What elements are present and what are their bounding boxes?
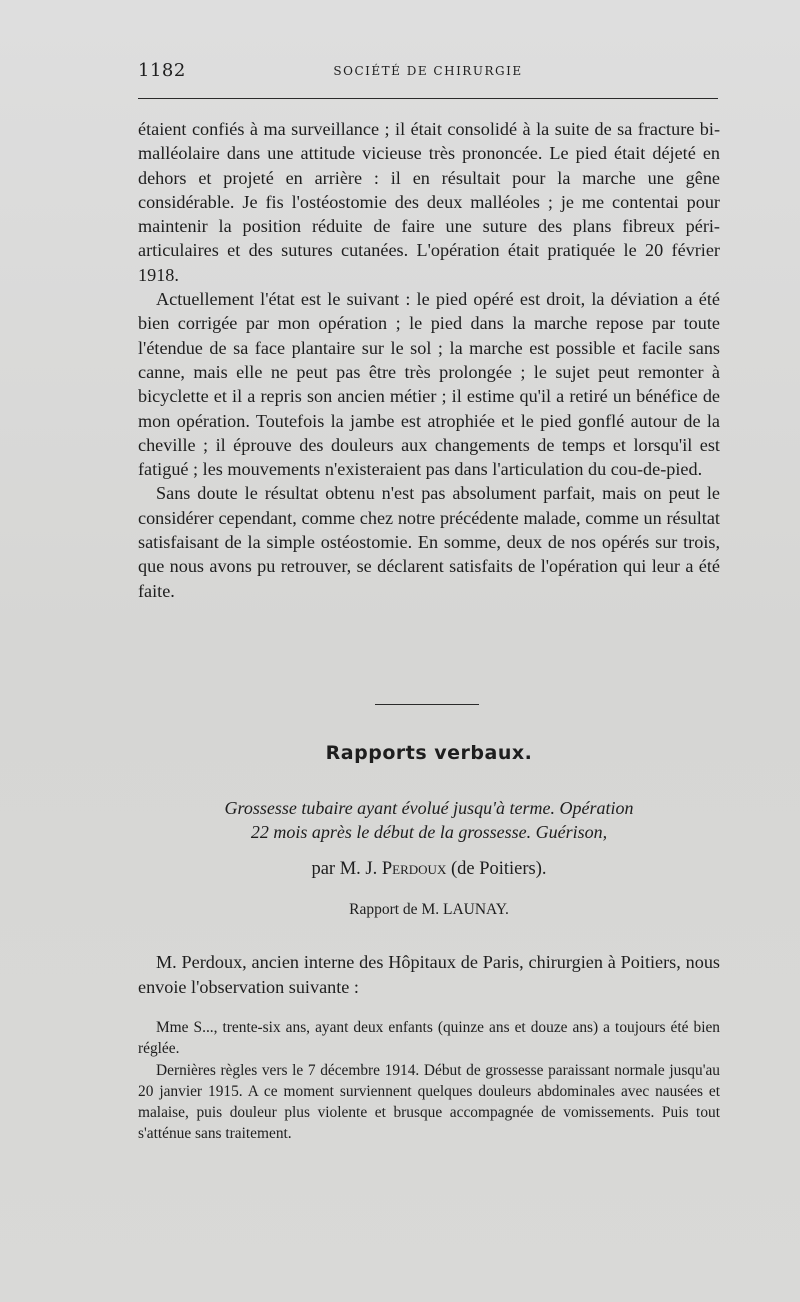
article-title-line: Grossesse tubaire ayant évolué jusqu'à terme. Opération: [224, 798, 634, 818]
author-name: Perdoux: [381, 859, 447, 879]
page-number: 1182: [138, 60, 186, 81]
section-separator: [375, 704, 479, 705]
observation-text: [138, 1017, 720, 1145]
page-header: [138, 60, 718, 88]
salutation: Mme: [156, 1019, 189, 1036]
observation-text-run: S..., trente-six ans, ayant deux enfants (quinze ans et douze ans) a toujours été bien réglée.: [138, 1019, 720, 1058]
section-title: Rapports verbaux.: [325, 742, 533, 764]
paragraph: Actuellement l'état est le suivant : le pied opéré est droit, la déviation a été bien corrigée par mon opération ; le pied dans la marche repose par toute l'étendue de sa face plantaire sur le sol ; la marche est possible et facile sans canne, mais elle ne peut pas être très prolongée ; le sujet peut remonter à bicyclette et il a repris son ancien métier ; il estime qu'il a retiré un bénéfice de mon opération. Toutefois la jambe est atrophiée et le pied gonflé autour de la cheville ; il éprouve des douleurs aux changements de temps et lorsqu'il est fatigué ; les mouvements n'existeraient pas dans l'articulation du cou-de-pied.: [138, 289, 720, 480]
paragraph: étaient confiés à ma surveillance ; il était consolidé à la suite de sa fracture bi-malléolaire dans une attitude vicieuse très prononcée. Le pied était déjeté en dehors et projeté en arrière : il en résultait pour la marche une gêne considérable. Je fis l'ostéostomie des deux malléoles ; je me contentai pour maintenir la position réduite de faire une suture des plans fibreux péri-articulaires et des sutures cutanées. L'opération était pratiquée le 20 février 1918.: [138, 119, 720, 285]
header-rule: [138, 98, 718, 99]
paragraph: M. Perdoux, ancien interne des Hôpitaux de Paris, chirurgien à Poitiers, nous envoie l'observation suivante :: [138, 952, 720, 997]
running-head: SOCIÉTÉ DE CHIRURGIE: [333, 64, 523, 78]
byline-prefix: par M. J.: [311, 859, 382, 879]
paragraph: Sans doute le résultat obtenu n'est pas absolument parfait, mais on peut le considérer cependant, comme chez notre précédente malade, comme un résultat satisfaisant de la simple ostéostomie. En somme, deux de nos opérés sur trois, que nous avons pu retrouver, se déclarent satisfaits de l'opération qui leur a été faite.: [138, 483, 720, 601]
paragraph: Dernières règles vers le 7 décembre 1914. Début de grossesse paraissant normale jusqu'au 20 janvier 1915. A ce moment surviennent quelques douleurs abdominales avec nausées et malaise, puis douleur plus violente et brusque accompagnée de vomissements. Puis tout s'atténue sans traitement.: [138, 1061, 720, 1143]
paragraph: [138, 1017, 720, 1060]
rapport-line: Rapport de M. LAUNAY.: [349, 901, 509, 918]
byline: [138, 859, 720, 880]
intro-text: [138, 950, 720, 999]
article-title-line: 22 mois après le début de la grossesse. Guérison,: [250, 822, 608, 842]
body-text: [138, 117, 720, 603]
article-title: [138, 796, 720, 844]
byline-suffix: (de Poitiers).: [446, 859, 547, 879]
